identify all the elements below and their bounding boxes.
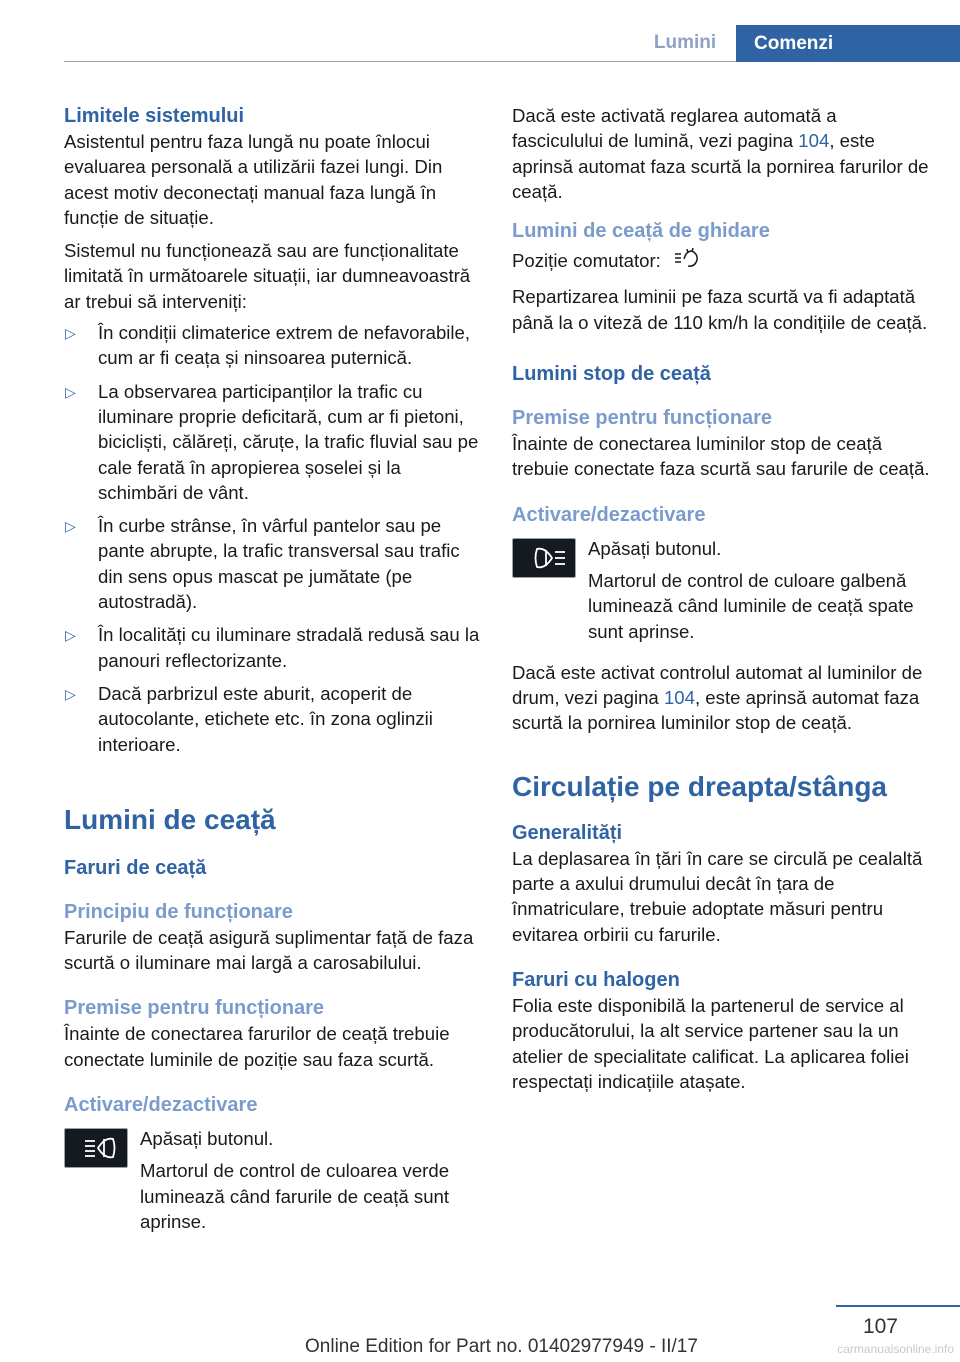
list-item: ▷ La observarea participanților la trafic cu iluminare proprie deficitară, cum ar fi pietoni, bicicliști, călăreți, căruțe, la trafic fluvial sau pe cale ferată în apropierea șoselei și la schimbări de vânt. [65,380,479,503]
heading-front-fog: Faruri de ceață [64,856,207,879]
heading-rear-fog: Lumini stop de ceață [512,363,711,386]
paragraph: Asistentul pentru faza lungă nu poate înlocui evaluarea personală a utilizării fazei lungi. Din acest motiv deconectați manual faza lungă în funcție de situație. [64,131,443,228]
paragraph: Martorul de control de culoarea verde luminează când farurile de ceață sunt aprinse. [140,1160,450,1232]
left-column [64,103,480,1234]
bullet-triangle-icon: ▷ [65,685,76,702]
paragraph: Dacă este activată reglarea automată a fasciculului de lumină, vezi pagina 104, este aprinsă automat faza scurtă la pornirea farurilor de ceață. [512,105,929,202]
paragraph: Apăsați butonul. [140,1128,274,1150]
heading-limits: Limitele sistemului [64,105,245,127]
tab-lumini[interactable]: Lumini [653,32,717,53]
list-item: ▷ În condiții climaterice extrem de nefavorabile, cum ar fi ceața și ninsoarea puternică. [65,322,471,369]
list-item: ▷ În curbe strânse, în vârful pantelor sau pe pante abrupte, la trafic transversal sau trafic din sens opus mascat pe jumătate (pe autostradă). [65,515,460,613]
paragraph: Înainte de conectarea farurilor de ceață trebuie conectate luminile de poziție sau faza scurtă. [64,1023,450,1070]
heading-activate: Activare/dezactivare [64,1094,258,1117]
paragraph: Apăsați butonul. [588,537,722,559]
heading-halogen: Faruri cu halogen [512,968,680,991]
page-number: 107 [862,1315,898,1338]
fog-guide-switch-icon [674,248,700,276]
rear-fog-button-row [512,536,930,644]
page-link[interactable]: 104 [798,130,830,152]
heading-premise: Premise pentru funcționare [64,997,325,1020]
heading-activate2: Activare/dezactivare [512,503,706,526]
bullet-triangle-icon: ▷ [65,518,76,535]
rear-fog-light-icon [512,538,576,578]
paragraph: Folia este disponibilă la partenerul de service al producătorului, la alt service partener sau la un atelier de specialitate calificat. La aplicarea foliei respectați indicațiile atașate. [512,994,909,1092]
front-fog-light-icon [64,1128,128,1168]
bullet-triangle-icon: ▷ [65,627,76,644]
bullet-triangle-icon: ▷ [65,325,76,342]
paragraph: Martorul de control de culoare galbenă luminează când luminile de ceață spate sunt aprinse. [588,569,914,642]
list-item: ▷ Dacă parbrizul este aburit, acoperit de autocolante, etichete etc. în zona oglinzii interioare. [65,682,433,755]
watermark: carmanualsonline.info [837,1342,954,1356]
front-fog-button-row [64,1126,480,1234]
list-item: ▷ În localități cu iluminare stradală redusă sau la panouri reflectorizante. [65,624,480,671]
heading-premise2: Premise pentru funcționare [512,407,773,430]
tab-comenzi[interactable]: Comenzi [736,25,960,62]
heading-principle: Principiu de funcționare [64,900,293,923]
heading-fog-lights-section: Lumini de ceață [64,803,276,835]
paragraph: La deplasarea în țări în care se circulă pe cealaltă parte a axului drumului decât în țara de înmatriculare, trebuie adoptate măsuri pentru evitarea orbirii cu farurile. [512,847,923,945]
bullet-triangle-icon: ▷ [65,383,76,400]
page-link[interactable]: 104 [663,687,695,709]
edition-footer: Online Edition for Part no. 01402977949 - II/17 [305,1336,698,1357]
paragraph: Sistemul nu funcționează sau are funcționalitate limitată în următoarele situații, iar dumneavoastră ar trebui să interveniți: [64,240,471,312]
switch-position: Poziție comutator: [512,248,930,276]
heading-guide: Lumini de ceață de ghidare [512,220,770,243]
bullet-list [64,320,480,757]
paragraph: Dacă este activat controlul automat al luminilor de drum, vezi pagina 104, este aprinsă automat faza scurtă la pornirea luminilor stop de ceață. [512,661,923,734]
footer-rule [836,1305,960,1307]
paragraph: Înainte de conectarea luminilor stop de ceață trebuie conectate faza scurtă sau farurile de ceață. [512,433,930,480]
paragraph: Farurile de ceață asigură suplimentar față de faza scurtă o iluminare mai largă a carosabilului. [64,926,474,974]
heading-traffic: Circulație pe dreapta/stânga [512,770,888,802]
heading-general: Generalități [512,821,623,844]
paragraph: Repartizarea luminii pe faza scurtă va fi adaptată până la o viteză de 110 km/h la condițiile de ceață. [512,286,928,333]
right-column [512,103,930,1094]
